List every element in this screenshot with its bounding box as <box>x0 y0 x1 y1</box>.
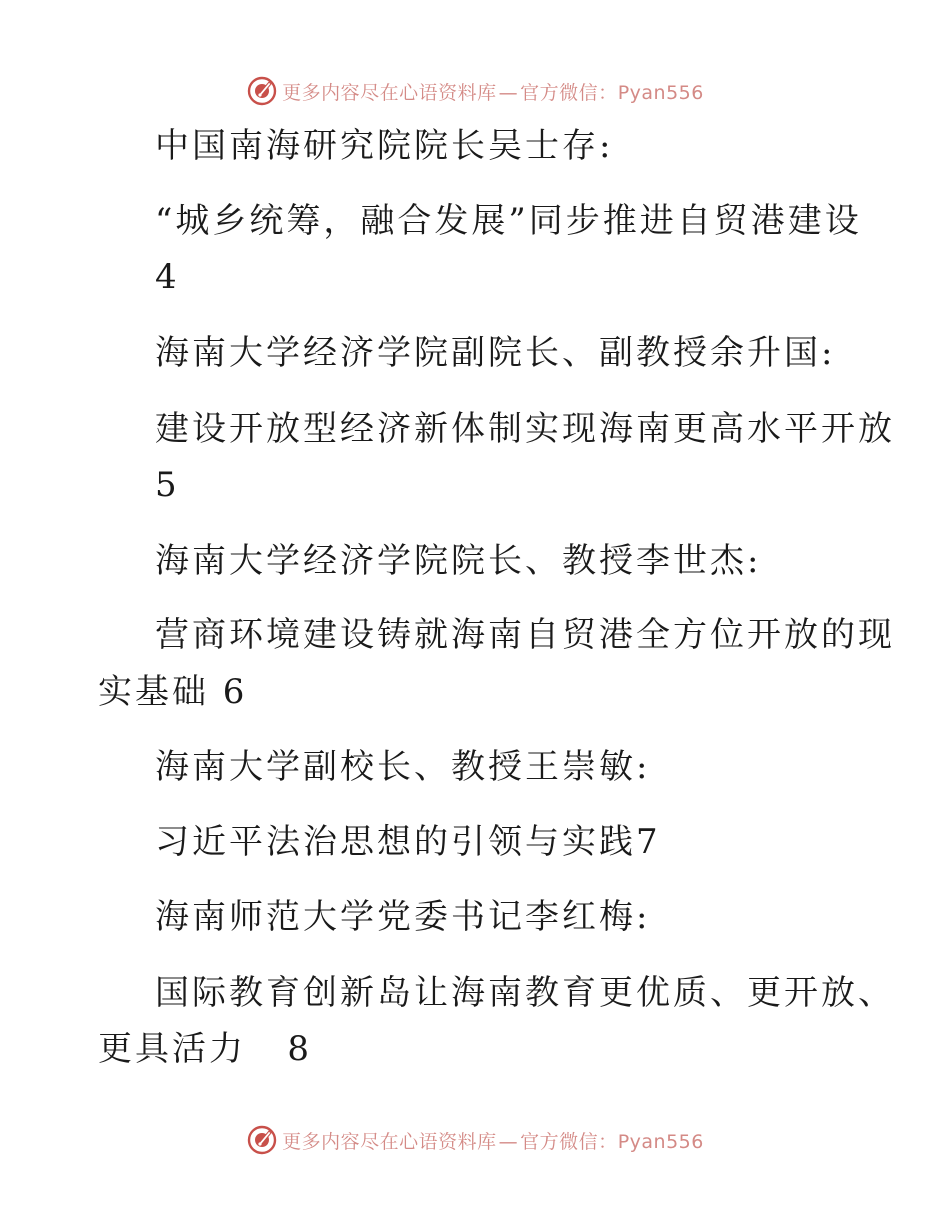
pen-nib-circle-icon <box>246 75 278 107</box>
author-line-4: 海南大学副校长、教授王崇敏: <box>155 747 651 787</box>
title-line-5b: 更具活力 8 <box>98 1029 313 1069</box>
watermark-text: 更多内容尽在心语资料库 — 官方微信：Pyan556 <box>282 1130 704 1153</box>
title-line-2: 建设开放型经济新体制实现海南更高水平开放 <box>155 409 895 449</box>
author-line-3: 海南大学经济学院院长、教授李世杰: <box>155 541 762 581</box>
page-number-1: 4 <box>155 257 180 297</box>
header-watermark <box>0 71 950 111</box>
title-line-1: “城乡统筹，融合发展”同步推进自贸港建设 <box>155 201 862 241</box>
pen-nib-circle-icon <box>246 1124 278 1156</box>
footer-watermark <box>0 1120 950 1160</box>
watermark-text: 更多内容尽在心语资料库 — 官方微信：Pyan556 <box>282 81 704 104</box>
author-line-2: 海南大学经济学院副院长、副教授余升国: <box>155 333 836 373</box>
title-line-4: 习近平法治思想的引领与实践7 <box>155 822 661 862</box>
page-number-2: 5 <box>155 465 180 505</box>
author-line-1: 中国南海研究院院长吴士存: <box>155 126 614 166</box>
title-line-3a: 营商环境建设铸就海南自贸港全方位开放的现 <box>155 615 895 655</box>
title-line-5a: 国际教育创新岛让海南教育更优质、更开放、 <box>155 973 895 1013</box>
title-line-3b: 实基础 6 <box>98 672 248 712</box>
author-line-5: 海南师范大学党委书记李红梅: <box>155 897 651 937</box>
